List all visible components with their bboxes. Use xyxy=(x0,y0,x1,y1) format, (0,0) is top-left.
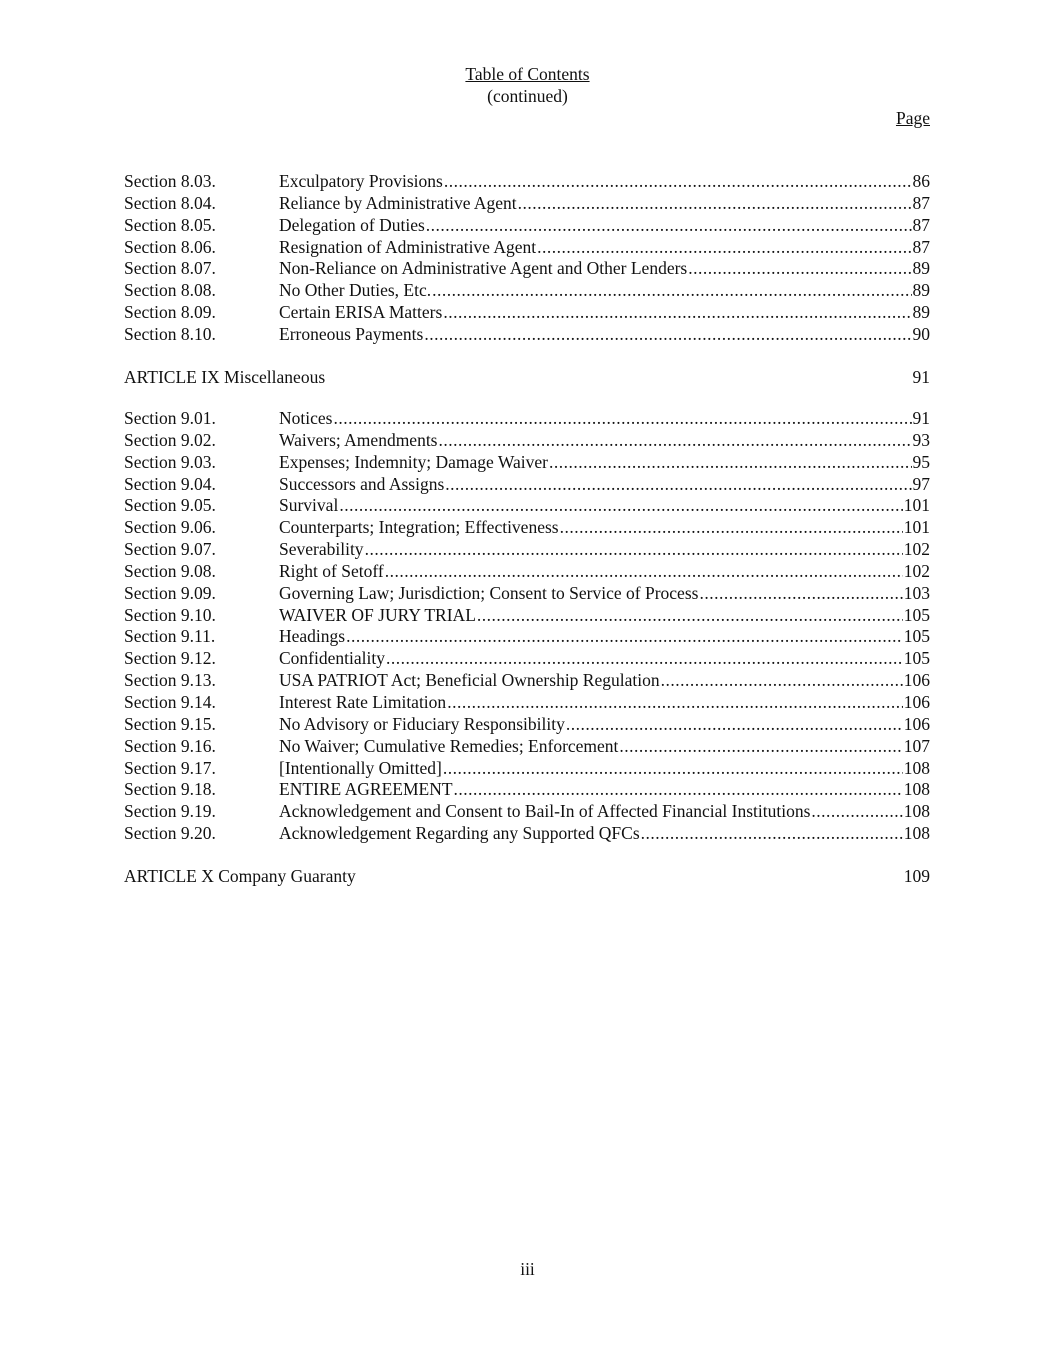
section-page: 105 xyxy=(903,604,930,625)
dot-leader xyxy=(424,324,911,346)
section-number: Section 9.06. xyxy=(124,517,216,538)
section-page: 89 xyxy=(912,302,930,323)
dot-leader xyxy=(365,539,903,561)
section-page: 105 xyxy=(903,626,930,647)
section-title: Expenses; Indemnity; Damage Waiver xyxy=(279,451,548,472)
dot-leader xyxy=(688,258,911,280)
section-number: Section 8.04. xyxy=(124,192,216,213)
section-page: 89 xyxy=(912,280,930,301)
dot-leader xyxy=(386,648,903,670)
section-number: Section 8.07. xyxy=(124,258,216,279)
article-10-page: 109 xyxy=(903,866,930,886)
dot-leader xyxy=(426,215,912,237)
section-number: Section 8.06. xyxy=(124,236,216,257)
section-page: 87 xyxy=(912,214,930,235)
toc-entry[interactable] xyxy=(124,626,930,648)
section-title: Exculpatory Provisions xyxy=(279,171,443,191)
section-title: Governing Law; Jurisdiction; Consent to Service of Process xyxy=(279,582,699,603)
dot-leader xyxy=(537,237,911,259)
toc-entry[interactable] xyxy=(124,237,930,259)
section-title: Delegation of Duties xyxy=(279,214,425,235)
section-page: 101 xyxy=(903,517,930,538)
article-10-title: ARTICLE X Company Guaranty xyxy=(124,866,356,886)
toc-entry[interactable] xyxy=(124,692,930,714)
section-page: 105 xyxy=(903,648,930,669)
section-number: Section 9.13. xyxy=(124,670,216,691)
section-number: Section 9.05. xyxy=(124,495,216,516)
section-page: 108 xyxy=(903,801,930,822)
section-page: 90 xyxy=(912,323,930,344)
section-title: Non-Reliance on Administrative Agent and Other Lenders xyxy=(279,258,688,279)
toc-group-article-9 xyxy=(124,408,930,845)
article-9-page: 91 xyxy=(912,367,930,387)
section-page: 107 xyxy=(903,735,930,756)
toc-subtitle: (continued) xyxy=(487,86,568,106)
section-title: Waivers; Amendments xyxy=(279,429,438,450)
section-page: 106 xyxy=(903,713,930,734)
section-title: Acknowledgement Regarding any Supported QFCs xyxy=(279,823,640,844)
section-title: Headings xyxy=(279,626,346,647)
section-page: 86 xyxy=(912,171,930,191)
dot-leader xyxy=(566,714,903,736)
toc-entry[interactable] xyxy=(124,517,930,539)
section-title: WAIVER OF JURY TRIAL xyxy=(279,604,476,625)
section-page: 102 xyxy=(903,539,930,560)
dot-leader xyxy=(560,517,903,539)
section-page: 87 xyxy=(912,192,930,213)
section-page: 97 xyxy=(912,473,930,494)
section-page: 108 xyxy=(903,823,930,844)
toc-entry[interactable] xyxy=(124,302,930,324)
toc-group-article-8 xyxy=(124,171,930,346)
section-title: No Waiver; Cumulative Remedies; Enforcement xyxy=(279,735,619,756)
section-page: 108 xyxy=(903,779,930,800)
toc-entry[interactable] xyxy=(124,670,930,692)
dot-leader xyxy=(339,495,902,517)
section-number: Section 9.01. xyxy=(124,408,216,428)
section-title: Survival xyxy=(279,495,339,516)
dot-leader xyxy=(432,280,911,302)
dot-leader xyxy=(661,670,903,692)
section-number: Section 9.08. xyxy=(124,560,216,581)
section-page: 101 xyxy=(903,495,930,516)
section-page: 102 xyxy=(903,560,930,581)
section-title: Confidentiality xyxy=(279,648,385,669)
section-number: Section 8.03. xyxy=(124,171,216,191)
section-title: Notices xyxy=(279,408,333,428)
toc-entry[interactable] xyxy=(124,280,930,302)
section-title: Certain ERISA Matters xyxy=(279,302,443,323)
toc-entry[interactable] xyxy=(124,758,930,780)
toc-entry[interactable] xyxy=(124,605,930,627)
dot-leader xyxy=(385,561,903,583)
section-number: Section 9.09. xyxy=(124,582,216,603)
section-number: Section 9.16. xyxy=(124,735,216,756)
section-number: Section 8.05. xyxy=(124,214,216,235)
dot-leader xyxy=(444,171,912,193)
dot-leader xyxy=(445,474,911,496)
section-page: 108 xyxy=(903,757,930,778)
article-9-title: ARTICLE IX Miscellaneous xyxy=(124,367,326,387)
section-number: Section 8.09. xyxy=(124,302,216,323)
section-title: Right of Setoff xyxy=(279,560,384,581)
dot-leader xyxy=(333,408,911,430)
toc-article-9[interactable] xyxy=(124,366,930,388)
toc-entry[interactable] xyxy=(124,648,930,670)
section-number: Section 9.17. xyxy=(124,757,216,778)
section-number: Section 9.20. xyxy=(124,823,216,844)
toc-entry[interactable] xyxy=(124,801,930,823)
section-page: 106 xyxy=(903,691,930,712)
section-number: Section 9.12. xyxy=(124,648,216,669)
toc-entry[interactable] xyxy=(124,193,930,215)
section-title: Reliance by Administrative Agent xyxy=(279,192,517,213)
section-page: 95 xyxy=(912,451,930,472)
toc-entry[interactable] xyxy=(124,474,930,496)
section-title: Erroneous Payments xyxy=(279,323,424,344)
toc-entry[interactable] xyxy=(124,561,930,583)
section-page: 89 xyxy=(912,258,930,279)
section-title: Severability xyxy=(279,539,364,560)
dot-leader xyxy=(699,583,902,605)
section-number: Section 9.14. xyxy=(124,691,216,712)
dot-leader xyxy=(443,302,911,324)
toc-entry[interactable] xyxy=(124,714,930,736)
section-number: Section 9.04. xyxy=(124,473,216,494)
section-number: Section 8.10. xyxy=(124,323,216,344)
dot-leader xyxy=(549,452,912,474)
toc-entry[interactable] xyxy=(124,823,930,845)
toc-title: Table of Contents xyxy=(465,64,590,84)
section-title: No Other Duties, Etc. xyxy=(279,280,432,301)
section-title: No Advisory or Fiduciary Responsibility xyxy=(279,713,565,734)
toc-article-10[interactable] xyxy=(124,865,930,887)
section-page: 106 xyxy=(903,670,930,691)
section-page: 103 xyxy=(903,582,930,603)
section-number: Section 9.15. xyxy=(124,713,216,734)
section-page: 91 xyxy=(912,408,930,428)
section-number: Section 9.11. xyxy=(124,626,216,647)
dot-leader xyxy=(346,626,903,648)
toc-entry[interactable] xyxy=(124,215,930,237)
section-title: USA PATRIOT Act; Beneficial Ownership Regulation xyxy=(279,670,660,691)
section-title: [Intentionally Omitted] xyxy=(279,757,442,778)
dot-leader xyxy=(439,430,912,452)
dot-leader xyxy=(454,779,903,801)
dot-leader xyxy=(477,605,903,627)
toc-entry[interactable] xyxy=(124,324,930,346)
section-title: Resignation of Administrative Agent xyxy=(279,236,537,257)
dot-leader xyxy=(443,758,903,780)
toc-entry[interactable] xyxy=(124,452,930,474)
dot-leader xyxy=(641,823,903,845)
section-number: Section 9.18. xyxy=(124,779,216,800)
toc-entry[interactable] xyxy=(124,539,930,561)
section-title: Successors and Assigns xyxy=(279,473,445,494)
toc-entry[interactable] xyxy=(124,430,930,452)
section-number: Section 9.10. xyxy=(124,604,216,625)
toc-entry[interactable] xyxy=(124,495,930,517)
dot-leader xyxy=(811,801,902,823)
section-number: Section 9.02. xyxy=(124,429,216,450)
section-number: Section 9.19. xyxy=(124,801,216,822)
page-footer-number: iii xyxy=(520,1259,535,1279)
section-number: Section 9.03. xyxy=(124,451,216,472)
section-number: Section 8.08. xyxy=(124,280,216,301)
dot-leader xyxy=(447,692,903,714)
section-page: 87 xyxy=(912,236,930,257)
section-title: Acknowledgement and Consent to Bail-In of Affected Financial Institutions xyxy=(279,801,811,822)
toc-entry[interactable] xyxy=(124,408,930,430)
toc-entry[interactable] xyxy=(124,171,930,193)
toc-entry[interactable] xyxy=(124,583,930,605)
dot-leader xyxy=(619,736,902,758)
toc-entry[interactable] xyxy=(124,258,930,280)
section-page: 93 xyxy=(912,429,930,450)
section-title: Counterparts; Integration; Effectiveness xyxy=(279,517,559,538)
page-column-label: Page xyxy=(895,108,930,128)
dot-leader xyxy=(518,193,912,215)
section-title: ENTIRE AGREEMENT xyxy=(279,779,453,800)
toc-entry[interactable] xyxy=(124,779,930,801)
toc-entry[interactable] xyxy=(124,736,930,758)
section-number: Section 9.07. xyxy=(124,539,216,560)
section-title: Interest Rate Limitation xyxy=(279,691,447,712)
